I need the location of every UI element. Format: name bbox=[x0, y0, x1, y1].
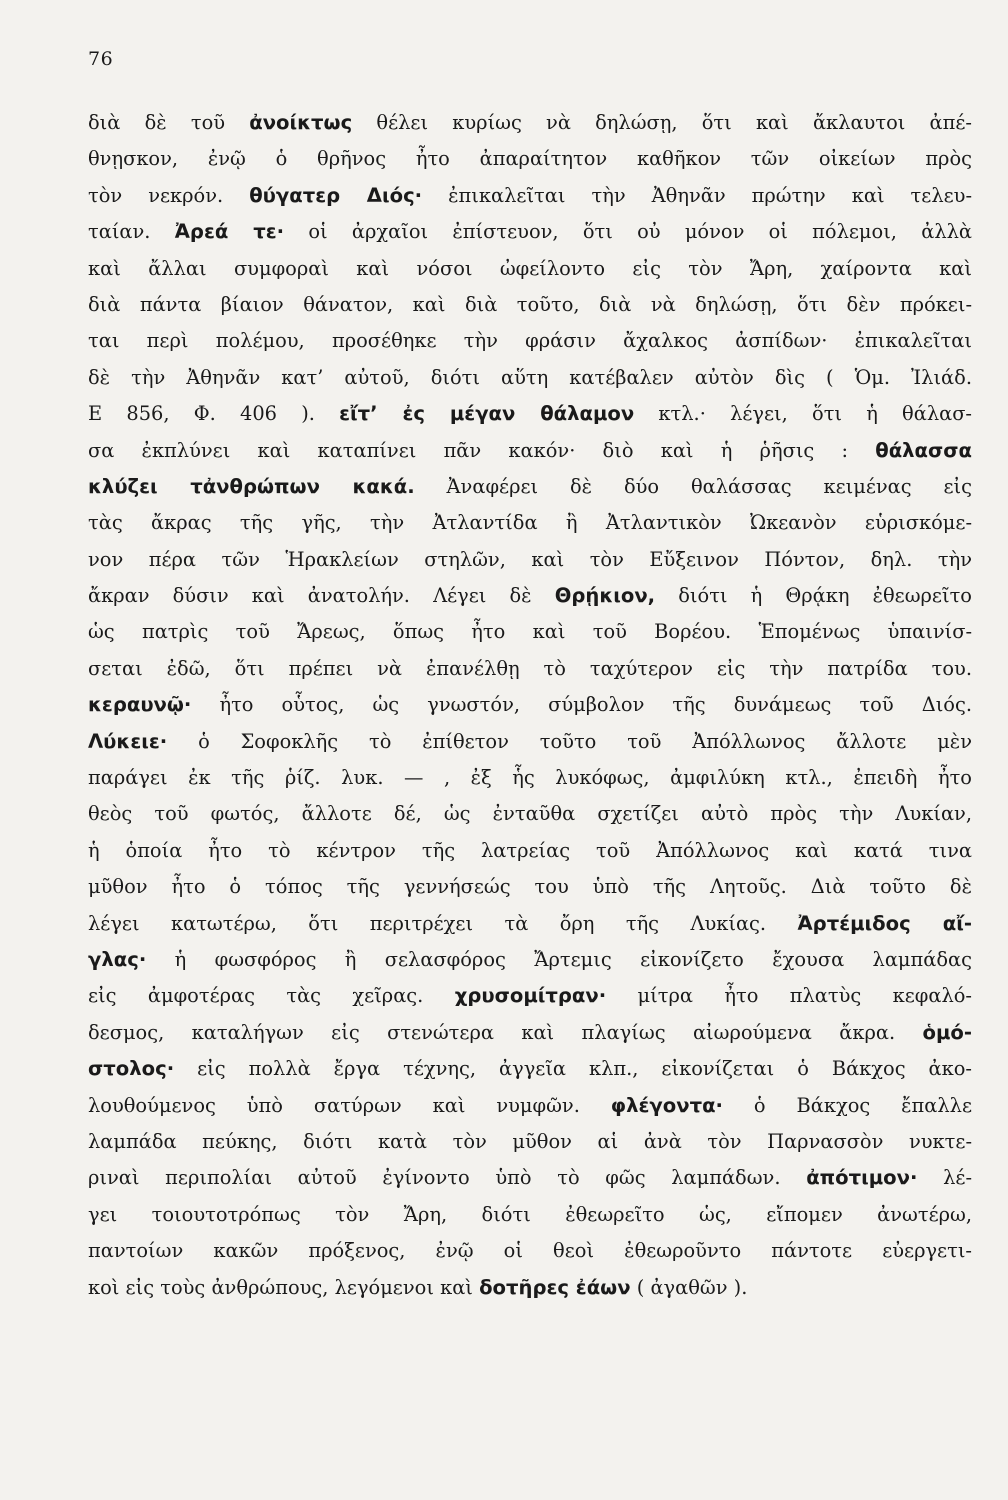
text-segment: ἦτο οὗτος, ὡς γνωστόν, σύμβολον τῆς δυνάμεως τοῦ Διός. bbox=[191, 693, 972, 717]
text-segment: ται περὶ πολέμου, προσέθηκε τὴν φράσιν ἄχαλκος ἀσπίδων· ἐπικαλεῖται bbox=[88, 329, 972, 353]
text-line bbox=[88, 906, 972, 942]
text-segment: τὸν νεκρόν. bbox=[88, 183, 250, 207]
text-line bbox=[88, 1051, 972, 1087]
text-segment: γει τοιουτοτρόπως τὸν Ἄρη, διότι ἐθεωρεῖτο ὡς, εἴπομεν ἀνωτέρω, bbox=[88, 1202, 972, 1226]
text-segment: καὶ ἄλλαι συμφοραὶ καὶ νόσοι ὠφείλοντο εἰς τὸν Ἄρη, χαίροντα καὶ bbox=[88, 256, 972, 280]
lemma-term: θύγατερ Διός· bbox=[249, 183, 423, 207]
lemma-term: Θρῄκιον, bbox=[554, 584, 656, 608]
text-line bbox=[88, 1015, 972, 1051]
text-line bbox=[88, 178, 972, 214]
lemma-term: ἀνοίκτως bbox=[249, 111, 353, 134]
lemma-term: χρυσομίτραν· bbox=[454, 984, 607, 1008]
text-segment: κοὶ εἰς τοὺς ἀνθρώπους, λεγόμενοι καὶ bbox=[88, 1275, 480, 1299]
text-segment: Ε 856, Φ. 406 ). bbox=[88, 402, 340, 426]
lemma-term: ἀπότιμον· bbox=[806, 1166, 918, 1190]
text-segment: ἡ φωσφόρος ἢ σελασφόρος Ἄρτεμις εἰκονίζετο ἔχουσα λαμπάδας bbox=[146, 947, 972, 971]
lemma-term: Ἀρτέμιδος αἴ- bbox=[797, 911, 972, 935]
text-line bbox=[88, 1197, 972, 1233]
text-line bbox=[88, 869, 972, 905]
text-segment: θεὸς τοῦ φωτός, ἄλλοτε δέ, ὡς ἐνταῦθα σχετίζει αὐτὸ πρὸς τὴν Λυκίαν, bbox=[88, 802, 972, 826]
text-line bbox=[88, 287, 972, 323]
text-line bbox=[88, 614, 972, 650]
text-segment: ( ἀγαθῶν ). bbox=[630, 1275, 748, 1299]
text-line bbox=[88, 1160, 972, 1196]
text-line bbox=[88, 542, 972, 578]
lemma-term: κλύζει τἀνθρώπων κακά. bbox=[88, 474, 415, 498]
text-segment: λουθούμενος ὑπὸ σατύρων καὶ νυμφῶν. bbox=[88, 1093, 611, 1117]
text-line bbox=[88, 396, 972, 432]
text-segment: μίτρα ἦτο πλατὺς κεφαλό- bbox=[606, 984, 972, 1008]
lemma-term: Ἀρεά τε· bbox=[174, 220, 285, 244]
text-segment: ταίαν. bbox=[88, 220, 175, 244]
text-line bbox=[88, 760, 972, 796]
text-line bbox=[88, 505, 972, 541]
text-segment: ὁ Βάκχος ἔπαλλε bbox=[723, 1093, 972, 1117]
text-segment: ἄκραν δύσιν καὶ ἀνατολήν. Λέγει δὲ bbox=[88, 584, 555, 608]
text-line bbox=[88, 651, 972, 687]
text-segment: ὡς πατρὶς τοῦ Ἄρεως, ὅπως ἦτο καὶ τοῦ Βορέου. Ἑπομένως ὑπαινίσ- bbox=[88, 620, 972, 644]
text-segment: ριναὶ περιπολίαι αὐτοῦ ἐγίνοντο ὑπὸ τὸ φῶς λαμπάδων. bbox=[88, 1166, 807, 1190]
text-line bbox=[88, 1270, 972, 1306]
text-line bbox=[88, 687, 972, 723]
lemma-term: κεραυνῷ· bbox=[88, 693, 192, 717]
text-segment: νον πέρα τῶν Ἡρακλείων στηλῶν, καὶ τὸν Εὔξεινον Πόντον, δηλ. τὴν bbox=[88, 547, 972, 571]
lemma-term: εἴτ’ ἐς μέγαν θάλαμον bbox=[339, 402, 635, 426]
text-segment: μῦθον ἦτο ὁ τόπος τῆς γεννήσεώς του ὑπὸ τῆς Λητοῦς. Διὰ τοῦτο δὲ bbox=[88, 875, 972, 899]
text-segment: δὲ τὴν Ἀθηνᾶν κατ’ αὐτοῦ, διότι αὕτη κατέβαλεν αὐτὸν δὶς ( Ὁμ. Ἰλιάδ. bbox=[88, 365, 972, 389]
text-line bbox=[88, 105, 972, 141]
text-segment: σεται ἐδῶ, ὅτι πρέπει νὰ ἐπανέλθῃ τὸ ταχύτερον εἰς τὴν πατρίδα του. bbox=[88, 656, 972, 680]
text-line bbox=[88, 360, 972, 396]
text-segment: κτλ.· λέγει, ὅτι ἡ θάλασ- bbox=[634, 402, 972, 426]
text-segment: ἐπικαλεῖται τὴν Ἀθηνᾶν πρώτην καὶ τελευ- bbox=[422, 183, 972, 207]
text-segment: σα ἐκπλύνει καὶ καταπίνει πᾶν κακόν· διὸ καὶ ἡ ῥῆσις : bbox=[88, 438, 876, 462]
text-segment: θνῃσκον, ἐνῷ ὁ θρῆνος ἦτο ἀπαραίτητον καθῆκον τῶν οἰκείων πρὸς bbox=[88, 147, 972, 171]
lemma-term: Λύκειε· bbox=[88, 729, 168, 753]
commentary-text bbox=[88, 105, 972, 1306]
text-line bbox=[88, 796, 972, 832]
text-segment: διὰ πάντα βίαιον θάνατον, καὶ διὰ τοῦτο, διὰ νὰ δηλώσῃ, ὅτι δὲν πρόκει- bbox=[88, 292, 972, 316]
text-segment: δεσμος, καταλήγων εἰς στενώτερα καὶ πλαγίως αἰωρούμενα ἄκρα. bbox=[88, 1020, 923, 1044]
text-line bbox=[88, 1124, 972, 1160]
text-segment: τὰς ἄκρας τῆς γῆς, τὴν Ἀτλαντίδα ἢ Ἀτλαντικὸν Ὠκεανὸν εὑρισκόμε- bbox=[88, 511, 972, 535]
text-segment: παράγει ἐκ τῆς ῥίζ. λυκ. — , ἐξ ἧς λυκόφως, ἀμφιλύκη κτλ., ἐπειδὴ ἦτο bbox=[88, 766, 972, 790]
text-line bbox=[88, 942, 972, 978]
text-segment: εἰς ἀμφοτέρας τὰς χεῖρας. bbox=[88, 984, 455, 1008]
lemma-term: φλέγοντα· bbox=[610, 1093, 723, 1117]
text-segment: παντοίων κακῶν πρόξενος, ἐνῷ οἱ θεοὶ ἐθεωροῦντο πάντοτε εὐεργετι- bbox=[88, 1239, 972, 1263]
lemma-term: γλας· bbox=[88, 947, 147, 971]
text-segment: εἰς πολλὰ ἔργα τέχνης, ἀγγεῖα κλπ., εἰκονίζεται ὁ Βάκχος ἀκο- bbox=[174, 1057, 972, 1081]
text-segment: οἱ ἀρχαῖοι ἐπίστευον, ὅτι οὐ μόνον οἱ πόλεμοι, ἀλλὰ bbox=[284, 220, 972, 244]
page-number: 76 bbox=[88, 48, 114, 70]
text-line bbox=[88, 978, 972, 1014]
text-segment: διὰ δὲ τοῦ bbox=[88, 111, 250, 134]
text-line bbox=[88, 323, 972, 359]
text-line bbox=[88, 214, 972, 250]
lemma-term: στολος· bbox=[88, 1057, 175, 1081]
text-segment: θέλει κυρίως νὰ δηλώσῃ, ὅτι καὶ ἄκλαυτοι ἀπέ- bbox=[352, 111, 972, 134]
text-line bbox=[88, 724, 972, 760]
lemma-term: θάλασσα bbox=[875, 438, 972, 462]
lemma-term: δοτῆρες ἐάων bbox=[479, 1275, 631, 1299]
text-line bbox=[88, 251, 972, 287]
text-segment: λέ- bbox=[917, 1166, 972, 1190]
text-segment: διότι ἡ Θρᾴκη ἐθεωρεῖτο bbox=[655, 584, 972, 608]
text-line bbox=[88, 469, 972, 505]
text-segment: ἡ ὁποία ἦτο τὸ κέντρον τῆς λατρείας τοῦ Ἀπόλλωνος καὶ κατά τινα bbox=[88, 838, 972, 862]
text-line bbox=[88, 578, 972, 614]
text-segment: λαμπάδα πεύκης, διότι κατὰ τὸν μῦθον αἱ ἀνὰ τὸν Παρνασσὸν νυκτε- bbox=[88, 1129, 972, 1153]
text-segment: ὁ Σοφοκλῆς τὸ ἐπίθετον τοῦτο τοῦ Ἀπόλλωνος ἄλλοτε μὲν bbox=[167, 729, 972, 753]
text-line bbox=[88, 833, 972, 869]
text-segment: Ἀναφέρει δὲ δύο θαλάσσας κειμένας εἰς bbox=[414, 474, 972, 498]
text-segment: λέγει κατωτέρω, ὅτι περιτρέχει τὰ ὄρη τῆς Λυκίας. bbox=[88, 911, 798, 935]
text-line bbox=[88, 141, 972, 177]
text-line bbox=[88, 1088, 972, 1124]
text-line bbox=[88, 433, 972, 469]
text-line bbox=[88, 1233, 972, 1269]
lemma-term: ὁμό- bbox=[922, 1020, 972, 1044]
